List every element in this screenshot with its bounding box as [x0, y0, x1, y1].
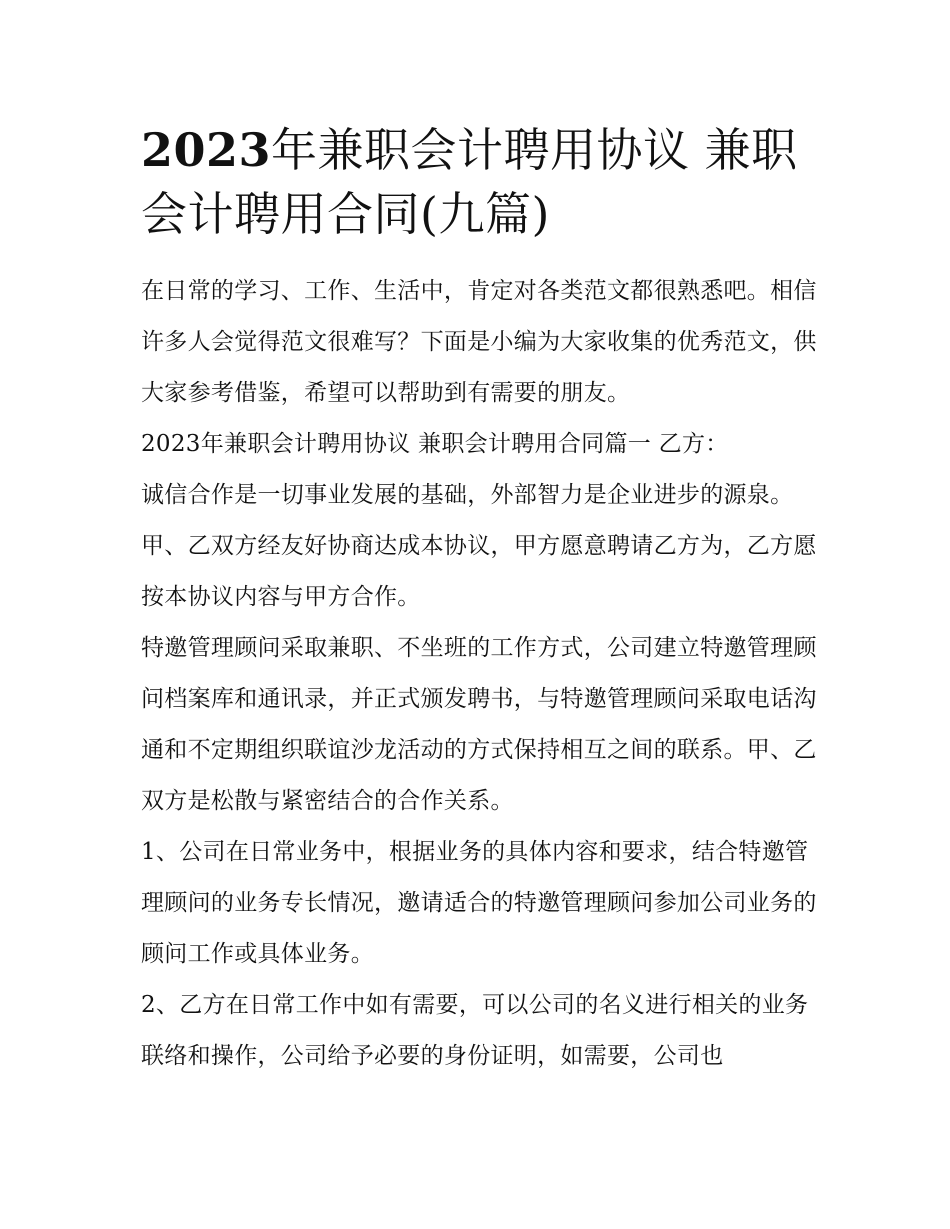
paragraph-cooperation: 诚信合作是一切事业发展的基础，外部智力是企业进步的源泉。甲、乙双方经友好协商达成本协议，甲方愿意聘请乙方为，乙方愿按本协议内容与甲方合作。	[141, 482, 817, 610]
paragraph-intro: 在日常的学习、工作、生活中，肯定对各类范文都很熟悉吧。相信许多人会觉得范文很难写？下面是小编为大家收集的优秀范文，供大家参考借鉴，希望可以帮助到有需要的朋友。	[141, 278, 817, 406]
document-title	[141, 118, 821, 246]
paragraph-section-heading: 2023年兼职会计聘用协议 兼职会计聘用合同篇一 乙方：	[141, 431, 729, 457]
paragraph-work-mode: 特邀管理顾问采取兼职、不坐班的工作方式，公司建立特邀管理顾问档案库和通讯录，并正式颁发聘书，与特邀管理顾问采取电话沟通和不定期组织联谊沙龙活动的方式保持相互之间的联系。甲、乙双方是松散与紧密结合的合作关系。	[141, 635, 817, 814]
document-body	[141, 266, 821, 1082]
title-text: 年兼职会计聘用协议 兼职会计聘用合同(九篇)	[141, 123, 798, 241]
paragraph-clause-1: 1、公司在日常业务中，根据业务的具体内容和要求，结合特邀管理顾问的业务专长情况，邀请适合的特邀管理顾问参加公司业务的顾问工作或具体业务。	[141, 839, 817, 967]
document-content	[141, 118, 821, 1082]
paragraph-clause-2: 2、乙方在日常工作中如有需要，可以公司的名义进行相关的业务联络和操作，公司给予必要的身份证明，如需要，公司也	[141, 992, 809, 1069]
title-year: 2023	[141, 123, 272, 177]
